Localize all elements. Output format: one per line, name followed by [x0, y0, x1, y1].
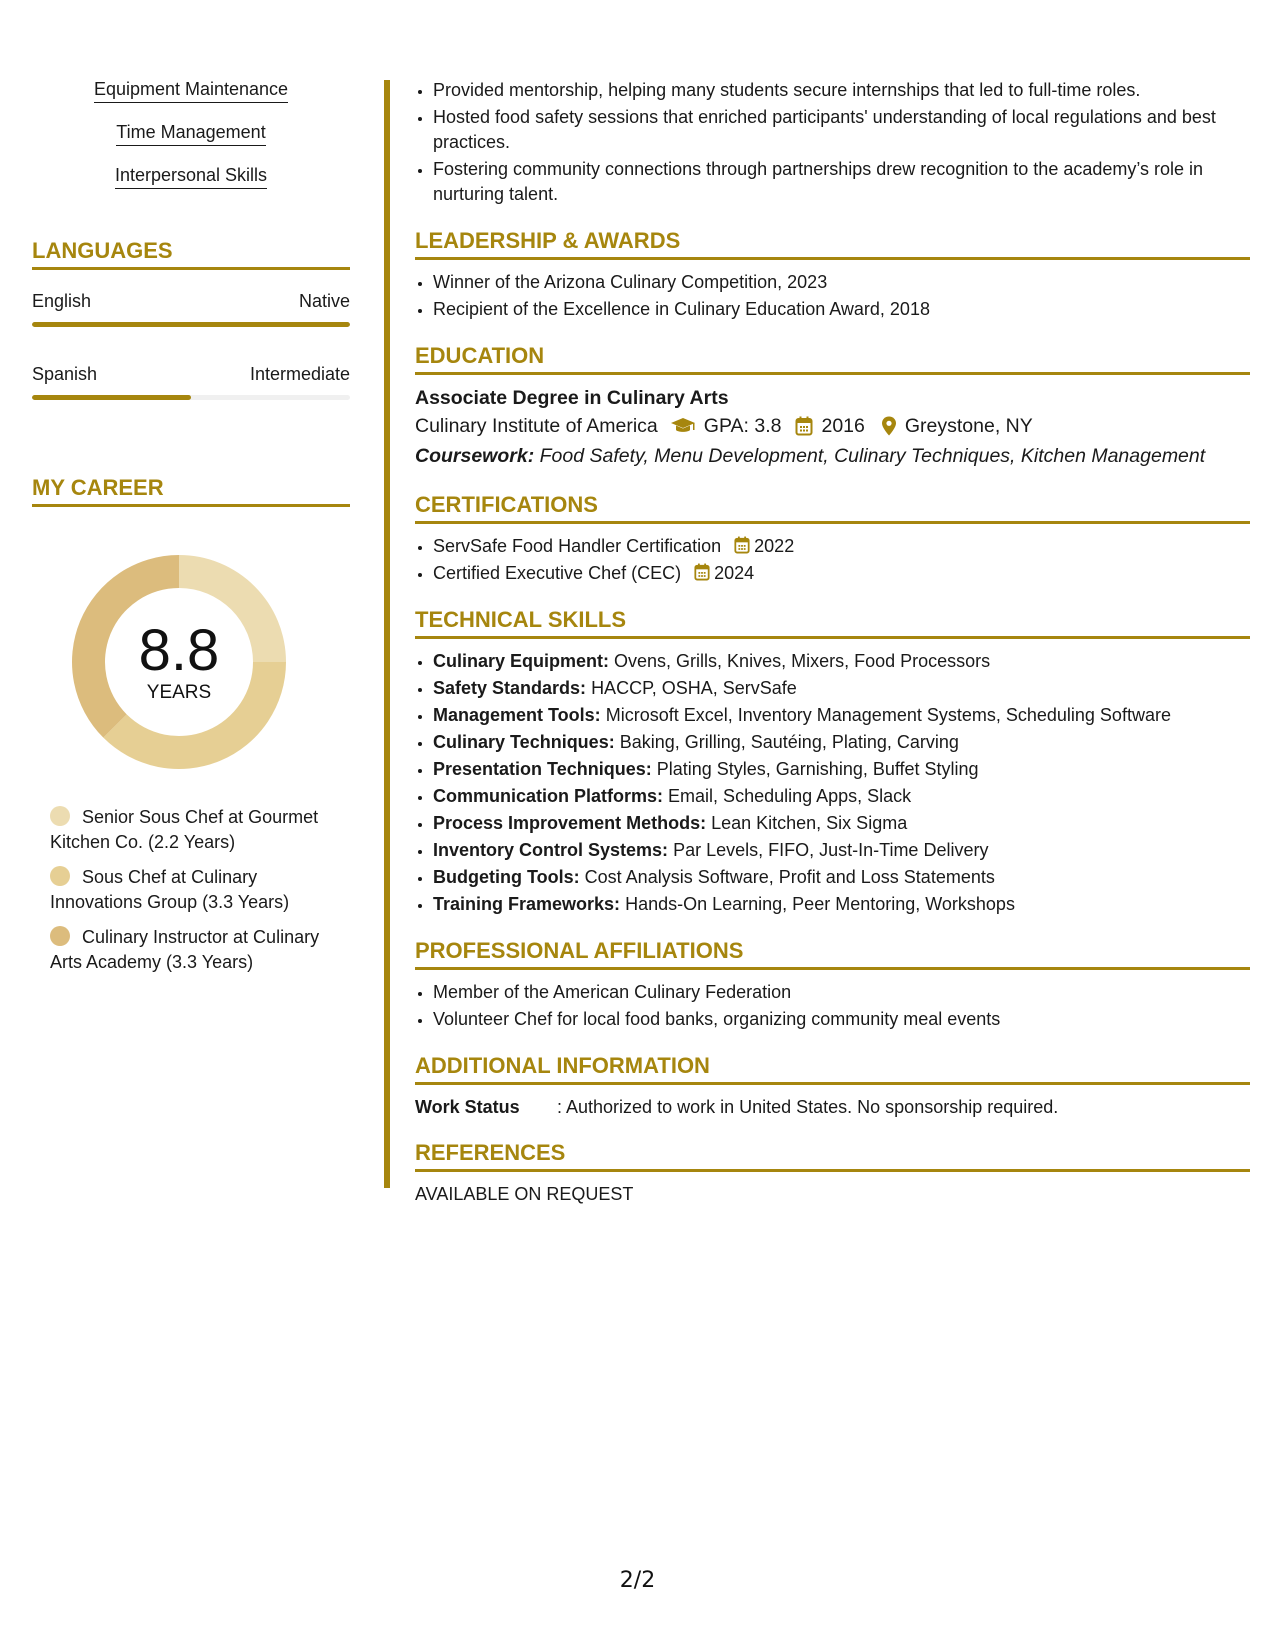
certification-year: 2024	[714, 563, 755, 583]
coursework-list: Food Safety, Menu Development, Culinary Techniques, Kitchen Management	[539, 445, 1206, 467]
affiliations-section	[415, 937, 1250, 1032]
technical-skills-title: TECHNICAL SKILLS	[415, 606, 1250, 639]
references-title: REFERENCES	[415, 1139, 1250, 1172]
skill-values: Hands-On Learning, Peer Mentoring, Workshops	[625, 894, 1015, 914]
legend-label: Senior Sous Chef at Gourmet Kitchen Co. (2.2 Years)	[50, 807, 319, 852]
legend-label: Sous Chef at Culinary Innovations Group (3.3 Years)	[50, 867, 290, 912]
legend-item	[50, 865, 350, 915]
references-section	[415, 1139, 1250, 1206]
calendar-icon	[694, 563, 710, 581]
skill-category: Culinary Equipment:	[433, 651, 610, 671]
language-bar	[32, 395, 350, 400]
skill-values: Lean Kitchen, Six Sigma	[711, 813, 908, 833]
technical-skills-section	[415, 606, 1250, 917]
skill-values: Ovens, Grills, Knives, Mixers, Food Processors	[614, 651, 991, 671]
technical-skill-item	[433, 676, 1250, 701]
work-status-label: Work Status	[415, 1097, 520, 1117]
education-section	[415, 342, 1250, 471]
language-bar-fill	[32, 395, 191, 400]
technical-skill-item	[433, 865, 1250, 890]
award-item: • Recipient of the Excellence in Culinary Education Award, 2018	[433, 297, 1250, 322]
additional-info-section	[415, 1052, 1250, 1119]
skill-category: Process Improvement Methods:	[433, 813, 707, 833]
location-pin-icon	[881, 416, 897, 436]
skill-values: Plating Styles, Garnishing, Buffet Styling	[656, 759, 979, 779]
calendar-icon	[795, 416, 813, 436]
career-unit: YEARS	[146, 682, 212, 703]
leadership-title: LEADERSHIP & AWARDS	[415, 227, 1250, 260]
skill-values: Baking, Grilling, Sautéing, Plating, Carving	[619, 732, 959, 752]
work-status	[415, 1095, 1250, 1119]
skill-item: Time Management	[116, 121, 265, 146]
affiliation-item: • Member of the American Culinary Federation	[433, 980, 1250, 1005]
languages-title: LANGUAGES	[32, 237, 350, 270]
experience-bullet: • Fostering community connections through partnerships drew recognition to the academy’s role in nurturing talent.	[433, 157, 1250, 207]
technical-skill-item	[433, 703, 1250, 728]
skill-category: Presentation Techniques:	[433, 759, 652, 779]
legend-dot	[50, 926, 70, 946]
school-location: Greystone, NY	[904, 415, 1033, 437]
education-details	[415, 411, 1250, 441]
leadership-section	[415, 227, 1250, 322]
column-divider	[384, 80, 390, 1188]
legend-dot	[50, 866, 70, 886]
language-item	[32, 363, 350, 400]
legend-label: Culinary Instructor at Culinary Arts Academy (3.3 Years)	[50, 927, 320, 972]
career-donut	[64, 547, 294, 777]
coursework	[415, 441, 1250, 471]
language-bar	[32, 322, 350, 327]
technical-skill-item	[433, 811, 1250, 836]
page-number: 2/2	[619, 1568, 656, 1593]
experience-continued	[415, 78, 1250, 207]
right-column	[415, 78, 1250, 1226]
skill-values: Email, Scheduling Apps, Slack	[668, 786, 912, 806]
affiliation-item: • Volunteer Chef for local food banks, organizing community meal events	[433, 1007, 1250, 1032]
certifications-section	[415, 491, 1250, 586]
skill-item: Interpersonal Skills	[115, 164, 267, 189]
language-level: Native	[298, 291, 350, 311]
calendar-icon	[734, 536, 750, 554]
school-name: Culinary Institute of America	[415, 415, 658, 437]
certifications-title: CERTIFICATIONS	[415, 491, 1250, 524]
skill-values: Cost Analysis Software, Profit and Loss Statements	[584, 867, 995, 887]
experience-bullet: • Hosted food safety sessions that enriched participants' understanding of local regulations and best practices.	[433, 105, 1250, 155]
technical-skill-item	[433, 838, 1250, 863]
skill-category: Inventory Control Systems:	[433, 840, 669, 860]
technical-skill-item	[433, 784, 1250, 809]
education-title: EDUCATION	[415, 342, 1250, 375]
certification-item	[433, 561, 1250, 586]
skill-category: Training Frameworks:	[433, 894, 621, 914]
language-bar-fill	[32, 322, 350, 327]
skill-values: HACCP, OSHA, ServSafe	[591, 678, 797, 698]
career-legend	[32, 805, 350, 975]
affiliations-title: PROFESSIONAL AFFILIATIONS	[415, 937, 1250, 970]
technical-skill-item	[433, 730, 1250, 755]
legend-item	[50, 805, 350, 855]
skill-category: Communication Platforms:	[433, 786, 664, 806]
language-level: Intermediate	[249, 364, 350, 384]
legend-item	[50, 925, 350, 975]
degree-name: Associate Degree in Culinary Arts	[415, 387, 729, 409]
certification-year: 2022	[754, 536, 795, 556]
certification-name: ServSafe Food Handler Certification	[433, 536, 722, 556]
technical-skill-item	[433, 892, 1250, 917]
coursework-label: Coursework:	[415, 445, 535, 467]
language-name: Spanish	[32, 364, 98, 384]
award-item: • Winner of the Arizona Culinary Competition, 2023	[433, 270, 1250, 295]
skill-item: Equipment Maintenance	[94, 78, 288, 103]
skill-category: Culinary Techniques:	[433, 732, 615, 752]
gpa: GPA: 3.8	[703, 415, 782, 437]
technical-skill-item	[433, 649, 1250, 674]
legend-dot	[50, 806, 70, 826]
skill-values: Microsoft Excel, Inventory Management Systems, Scheduling Software	[605, 705, 1171, 725]
technical-skill-item	[433, 757, 1250, 782]
career-total: 8.8	[138, 618, 220, 683]
graduation-year: 2016	[821, 415, 865, 437]
skill-category: Budgeting Tools:	[433, 867, 580, 887]
graduation-cap-icon	[670, 417, 696, 435]
certification-name: Certified Executive Chef (CEC)	[433, 563, 682, 583]
skill-category: Safety Standards:	[433, 678, 587, 698]
skills-list	[32, 78, 350, 189]
references-text: AVAILABLE ON REQUEST	[415, 1184, 634, 1204]
left-column	[32, 78, 350, 985]
skill-category: Management Tools:	[433, 705, 601, 725]
language-item	[32, 290, 350, 327]
skill-values: Par Levels, FIFO, Just-In-Time Delivery	[673, 840, 989, 860]
language-name: English	[32, 291, 92, 311]
experience-bullet: • Provided mentorship, helping many students secure internships that led to full-time roles.	[433, 78, 1250, 103]
additional-info-title: ADDITIONAL INFORMATION	[415, 1052, 1250, 1085]
certification-item	[433, 534, 1250, 559]
career-title: MY CAREER	[32, 474, 350, 507]
work-status-value: : Authorized to work in United States. No sponsorship required.	[557, 1097, 1059, 1117]
